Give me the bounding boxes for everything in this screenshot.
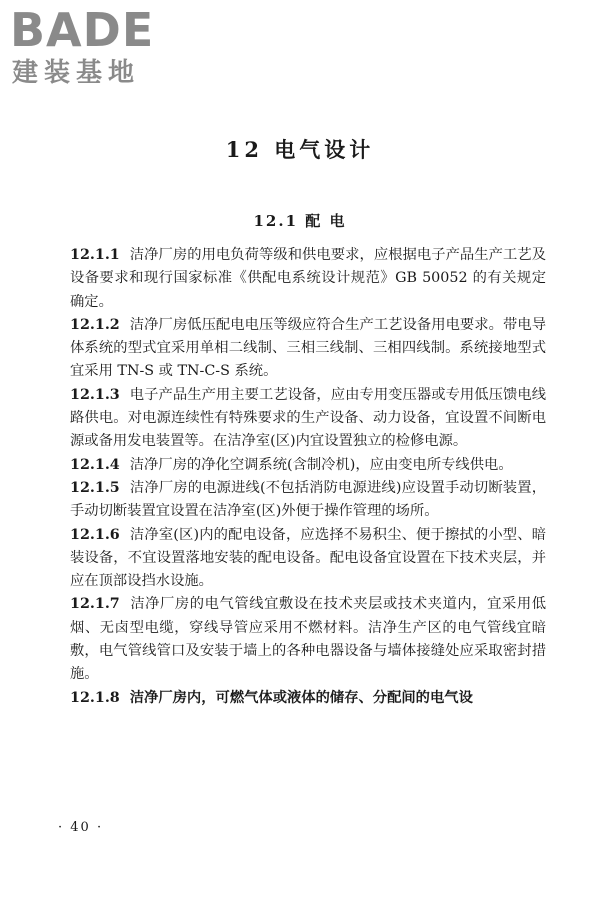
clause-number: 12.1.5 xyxy=(70,479,120,496)
logo xyxy=(10,4,180,90)
clause-text: 洁净厂房内，可燃气体或液体的储存、分配间的电气设 xyxy=(129,689,473,706)
logo-subtitle: 建装基地 xyxy=(12,58,141,88)
body-text xyxy=(70,244,546,710)
clause-text: 洁净厂房的用电负荷等级和供电要求，应根据电子产品生产工艺及设备要求和现行国家标准《供配电系统设计规范》GB 50052 的有关规定确定。 xyxy=(70,247,546,310)
clause-number: 12.1.8 xyxy=(70,689,120,706)
clause-number: 12.1.7 xyxy=(70,596,120,613)
clause-text: 洁净室(区)内的配电设备，应选择不易积尘、便于擦拭的小型、暗装设备，不宜设置落地安装的配电设备。配电设备宜设置在下技术夹层，并应在顶部设挡水设施。 xyxy=(70,526,546,590)
chapter-title: 12 电气设计 xyxy=(225,137,375,162)
clause-number: 12.1.1 xyxy=(70,247,120,263)
clause-text: 电子产品生产用主要工艺设备，应由专用变压器或专用低压馈电线路供电。对电源连续性有特殊要求的生产设备、动力设备，宜设置不间断电源或备用发电装置等。在洁净室(区)内宜设置独立的检修电源。 xyxy=(70,386,546,450)
page-number: · 40 · xyxy=(58,820,104,835)
clause xyxy=(70,524,546,594)
clause xyxy=(70,593,546,686)
clause-text: 洁净厂房低压配电电压等级应符合生产工艺设备用电要求。带电导体系统的型式宜采用单相二线制、三相三线制、三相四线制。系统接地型式宜采用 TN-S 或 TN-C-S 系统。 xyxy=(70,316,546,380)
clause-text: 洁净厂房的电气管线宜敷设在技术夹层或技术夹道内，宜采用低烟、无卤型电缆，穿线导管应采用不燃材料。洁净生产区的电气管线宜暗敷，电气管线管口及安装于墙上的各种电器设备与墙体接缝处应采取密封措施。 xyxy=(70,596,546,683)
clause xyxy=(70,244,546,314)
clause xyxy=(70,454,546,477)
clause xyxy=(70,384,546,454)
clause-text: 洁净厂房的净化空调系统(含制冷机)，应由变电所专线供电。 xyxy=(129,456,513,473)
clause-number: 12.1.2 xyxy=(70,316,120,333)
clause-number: 12.1.6 xyxy=(70,526,120,543)
clause-text: 洁净厂房的电源进线(不包括消防电源进线)应设置手动切断装置，手动切断装置宜设置在洁净室(区)外便于操作管理的场所。 xyxy=(70,479,546,520)
clause xyxy=(70,687,546,710)
logo-wordmark: BADE xyxy=(10,3,155,57)
clause-number: 12.1.3 xyxy=(70,386,120,403)
section-title: 12.1 配 电 xyxy=(253,212,347,230)
clause-number: 12.1.4 xyxy=(70,456,120,473)
clause xyxy=(70,314,546,384)
clause xyxy=(70,477,546,524)
